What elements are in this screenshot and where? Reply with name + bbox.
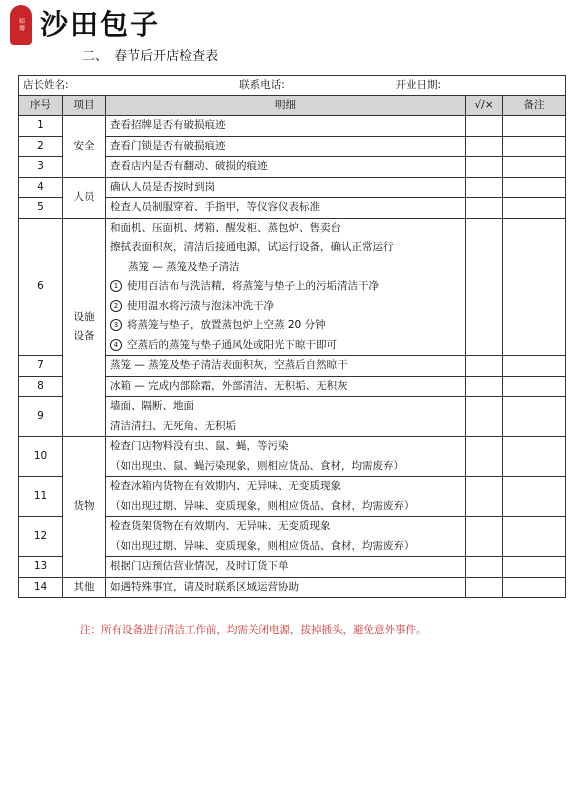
row-detail: 如遇特殊事宜，请及时联系区域运营协助 [106,577,466,598]
table-row [19,218,566,356]
step-number-icon: 3 [110,319,122,331]
step-number-icon: 1 [110,280,122,292]
row-detail: 查看门锁是否有破损痕迹 [106,136,466,157]
header-detail: 明细 [106,96,466,116]
manager-name-field[interactable]: 店长姓名: [23,79,69,91]
check-cell[interactable] [466,218,503,356]
brand-name: 沙田包子 [40,8,161,41]
header-seq: 序号 [19,96,63,116]
remark-cell[interactable] [503,157,566,178]
check-cell[interactable] [466,116,503,137]
header-check: √/× [466,96,503,116]
row-seq: 6 [19,218,63,356]
remark-cell[interactable] [503,218,566,356]
row-detail: 和面机、压面机、烤箱、醒发柜、蒸包炉、售卖台 擦拭表面积灰，清洁后接通电源，试运行设备，确认正常运行 蒸笼 — 蒸笼及垫子清洁 1 使用百洁布与洗洁精，将蒸笼与垫子上的污垢清洁干净 2 使用温水将污渍与泡沫冲洗干净 3 将蒸笼与垫子，放置蒸包炉上空蒸 20 分钟 4 空蒸后的蒸笼与垫子通风处或阳光下晾干即可 [106,218,466,356]
row-detail: 墙面、隔断、地面 清洁清扫、无死角、无积垢 [106,397,466,437]
category-other: 其他 [63,577,106,598]
check-cell[interactable] [466,437,503,477]
remark-cell[interactable] [503,356,566,377]
category-facility [63,218,106,437]
check-cell[interactable] [466,177,503,198]
step-number-icon: 2 [110,300,122,312]
row-detail: 蒸笼 — 蒸笼及垫子清洁表面积灰，空蒸后自然晾干 [106,356,466,377]
footer-note: 注：所有设备进行清洁工作前，均需关闭电源，拔掉插头，避免意外事件。 [80,624,427,636]
remark-cell[interactable] [503,557,566,578]
row-seq: 10 [19,437,63,477]
check-cell[interactable] [466,136,503,157]
document-title: 二、 春节后开店检查表 [82,49,219,64]
table-row [19,577,566,598]
row-seq: 9 [19,397,63,437]
row-detail: 确认人员是否按时到岗 [106,177,466,198]
brand-header [10,5,580,45]
row-seq: 1 [19,116,63,137]
header-item: 项目 [63,96,106,116]
remark-cell[interactable] [503,477,566,517]
remark-cell[interactable] [503,116,566,137]
remark-cell[interactable] [503,517,566,557]
check-cell[interactable] [466,157,503,178]
row-seq: 4 [19,177,63,198]
table-header-row [19,96,566,116]
check-cell[interactable] [466,376,503,397]
table-row [19,437,566,477]
check-cell[interactable] [466,477,503,517]
row-detail: 检查人员制服穿着、手指甲，等仪容仪表标准 [106,198,466,219]
row-detail: 查看店内是否有翻动、破损的痕迹 [106,157,466,178]
table-row [19,177,566,198]
category-safety: 安全 [63,116,106,178]
check-cell[interactable] [466,557,503,578]
row-detail: 检查货架货物在有效期内、无异味、无变质现象 （如出现过期、异味、变质现象，则相应货品、食材，均需废弃） [106,517,466,557]
remark-cell[interactable] [503,376,566,397]
remark-cell[interactable] [503,198,566,219]
row-seq: 5 [19,198,63,219]
row-seq: 8 [19,376,63,397]
remark-cell[interactable] [503,577,566,598]
row-seq: 13 [19,557,63,578]
check-cell[interactable] [466,577,503,598]
open-date-field[interactable]: 开业日期: [395,79,442,91]
table-row [19,116,566,137]
category-facility-line2: 设备 [73,330,95,343]
remark-cell[interactable] [503,397,566,437]
row-seq: 14 [19,577,63,598]
check-cell[interactable] [466,198,503,219]
check-cell[interactable] [466,517,503,557]
row-seq: 11 [19,477,63,517]
info-row [19,76,566,96]
row-detail: 检查冰箱内货物在有效期内、无异味、无变质现象 （如出现过期、异味、变质现象，则相应货品、食材，均需废弃） [106,477,466,517]
category-staff: 人员 [63,177,106,218]
remark-cell[interactable] [503,177,566,198]
check-cell[interactable] [466,356,503,377]
remark-cell[interactable] [503,136,566,157]
row-detail: 检查门店物料没有虫、鼠、蝇，等污染 （如出现虫、鼠、蝇污染现象，则相应货品、食材，均需废弃） [106,437,466,477]
row-detail: 冰箱 — 完成内部除霜，外部清洁、无积垢、无积灰 [106,376,466,397]
row-seq: 12 [19,517,63,557]
row-seq: 3 [19,157,63,178]
remark-cell[interactable] [503,437,566,477]
category-goods: 货物 [63,437,106,578]
step-number-icon: 4 [110,339,122,351]
checklist-table [18,75,566,598]
phone-field[interactable]: 联系电话: [239,79,285,91]
brand-seal-logo: 师傅 [10,5,32,45]
row-seq: 7 [19,356,63,377]
header-remark: 备注 [503,96,566,116]
row-detail: 查看招牌是否有破损痕迹 [106,116,466,137]
row-seq: 2 [19,136,63,157]
category-facility-line1: 设施 [73,311,95,324]
row-detail: 根据门店预估营业情况，及时订货下单 [106,557,466,578]
check-cell[interactable] [466,397,503,437]
